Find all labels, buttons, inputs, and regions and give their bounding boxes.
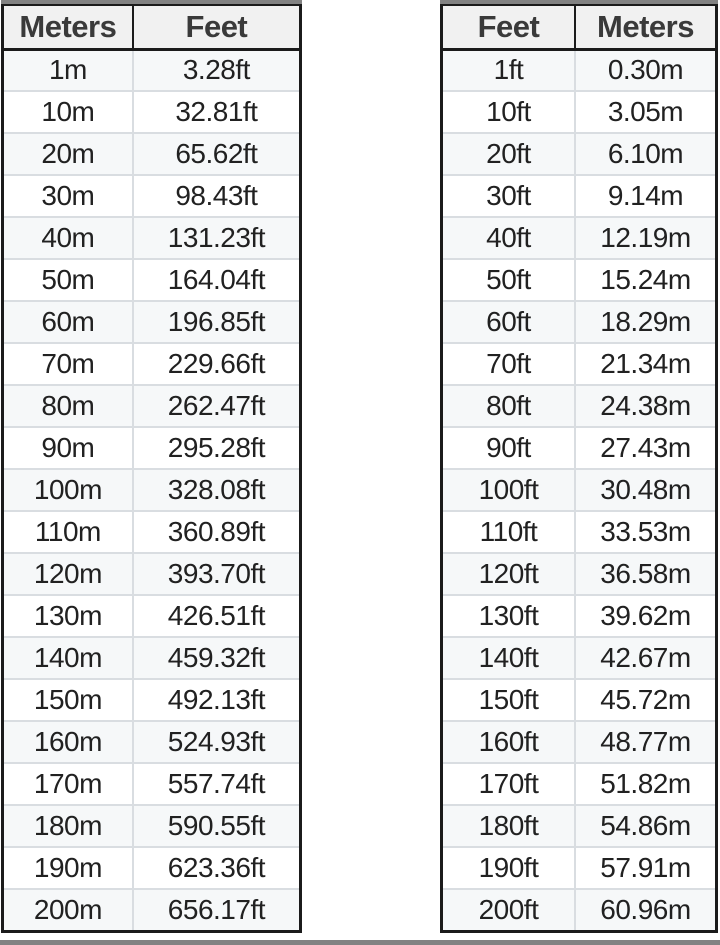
table-row [3,343,301,385]
meters-value-cell: 12.19m [575,217,717,259]
table-row [3,637,301,679]
table-row [442,385,717,427]
feet-value-cell: 229.66ft [133,343,301,385]
meters-value-cell: 30m [3,175,133,217]
feet-value-cell: 328.08ft [133,469,301,511]
feet-value-cell: 98.43ft [133,175,301,217]
feet-value-cell: 50ft [442,259,575,301]
meters-value-cell: 70m [3,343,133,385]
feet-value-cell: 524.93ft [133,721,301,763]
table-row [442,721,717,763]
feet-value-cell: 590.55ft [133,805,301,847]
meters-value-cell: 39.62m [575,595,717,637]
column-header-meters: Meters [575,5,717,49]
meters-value-cell: 18.29m [575,301,717,343]
feet-value-cell: 557.74ft [133,763,301,805]
meters-value-cell: 9.14m [575,175,717,217]
meters-value-cell: 42.67m [575,637,717,679]
table-row [3,301,301,343]
table-row [3,553,301,595]
table-row [442,175,717,217]
meters-value-cell: 200m [3,889,133,931]
meters-value-cell: 51.82m [575,763,717,805]
meters-value-cell: 110m [3,511,133,553]
table-row [442,91,717,133]
table-row [442,889,717,931]
table-row [3,805,301,847]
feet-value-cell: 295.28ft [133,427,301,469]
feet-value-cell: 110ft [442,511,575,553]
meters-value-cell: 80m [3,385,133,427]
feet-value-cell: 190ft [442,847,575,889]
feet-value-cell: 130ft [442,595,575,637]
feet-value-cell: 150ft [442,679,575,721]
feet-value-cell: 656.17ft [133,889,301,931]
table-row [3,469,301,511]
feet-value-cell: 32.81ft [133,91,301,133]
table-row [3,259,301,301]
meters-value-cell: 60m [3,301,133,343]
table-row [3,595,301,637]
meters-value-cell: 57.91m [575,847,717,889]
table-row [3,679,301,721]
meters-value-cell: 6.10m [575,133,717,175]
feet-value-cell: 623.36ft [133,847,301,889]
meters-value-cell: 27.43m [575,427,717,469]
table-row [3,49,301,91]
meters-value-cell: 50m [3,259,133,301]
column-header-meters: Meters [3,5,133,49]
meters-value-cell: 150m [3,679,133,721]
feet-value-cell: 262.47ft [133,385,301,427]
meters-value-cell: 190m [3,847,133,889]
table-row [3,511,301,553]
meters-value-cell: 120m [3,553,133,595]
meters-value-cell: 3.05m [575,91,717,133]
feet-value-cell: 196.85ft [133,301,301,343]
feet-to-meters-table [440,4,718,933]
table-row [442,259,717,301]
feet-value-cell: 90ft [442,427,575,469]
table-row [442,763,717,805]
table-row [442,511,717,553]
feet-value-cell: 459.32ft [133,637,301,679]
feet-value-cell: 180ft [442,805,575,847]
feet-value-cell: 70ft [442,343,575,385]
table-row [442,595,717,637]
meters-value-cell: 0.30m [575,49,717,91]
meters-value-cell: 130m [3,595,133,637]
table-row [3,175,301,217]
feet-value-cell: 140ft [442,637,575,679]
meters-value-cell: 40m [3,217,133,259]
feet-value-cell: 65.62ft [133,133,301,175]
table-row [442,469,717,511]
table-row [3,217,301,259]
column-header-feet: Feet [442,5,575,49]
table-row [3,133,301,175]
meters-to-feet-body [3,49,301,931]
meters-value-cell: 30.48m [575,469,717,511]
meters-value-cell: 21.34m [575,343,717,385]
feet-value-cell: 360.89ft [133,511,301,553]
feet-value-cell: 426.51ft [133,595,301,637]
meters-to-feet-table [1,4,302,933]
meters-value-cell: 15.24m [575,259,717,301]
feet-value-cell: 131.23ft [133,217,301,259]
feet-to-meters-body [442,49,717,931]
feet-value-cell: 20ft [442,133,575,175]
header-row [3,5,301,49]
table-row [442,49,717,91]
meters-value-cell: 54.86m [575,805,717,847]
meters-value-cell: 45.72m [575,679,717,721]
header-row [442,5,717,49]
meters-value-cell: 60.96m [575,889,717,931]
feet-value-cell: 164.04ft [133,259,301,301]
feet-value-cell: 30ft [442,175,575,217]
meters-value-cell: 48.77m [575,721,717,763]
feet-value-cell: 120ft [442,553,575,595]
table-row [442,301,717,343]
table-row [442,847,717,889]
table-row [442,553,717,595]
meters-value-cell: 10m [3,91,133,133]
table-row [3,427,301,469]
meters-value-cell: 24.38m [575,385,717,427]
feet-value-cell: 3.28ft [133,49,301,91]
feet-value-cell: 40ft [442,217,575,259]
table-row [442,637,717,679]
meters-value-cell: 1m [3,49,133,91]
table-row [442,343,717,385]
table-row [442,805,717,847]
meters-value-cell: 20m [3,133,133,175]
feet-value-cell: 1ft [442,49,575,91]
column-header-feet: Feet [133,5,301,49]
meters-value-cell: 160m [3,721,133,763]
table-row [442,133,717,175]
table-row [3,385,301,427]
feet-value-cell: 492.13ft [133,679,301,721]
meters-value-cell: 180m [3,805,133,847]
feet-value-cell: 100ft [442,469,575,511]
page-bottom-edge [0,940,720,945]
meters-value-cell: 36.58m [575,553,717,595]
table-row [3,91,301,133]
feet-value-cell: 393.70ft [133,553,301,595]
meters-value-cell: 33.53m [575,511,717,553]
feet-to-meters-table-wrap [440,0,718,933]
feet-value-cell: 80ft [442,385,575,427]
meters-value-cell: 170m [3,763,133,805]
table-row [3,721,301,763]
feet-value-cell: 200ft [442,889,575,931]
table-row [442,217,717,259]
feet-value-cell: 60ft [442,301,575,343]
table-row [442,427,717,469]
table-row [3,847,301,889]
table-row [3,889,301,931]
feet-value-cell: 10ft [442,91,575,133]
meters-value-cell: 100m [3,469,133,511]
feet-value-cell: 170ft [442,763,575,805]
table-row [442,679,717,721]
meters-value-cell: 90m [3,427,133,469]
meters-to-feet-table-wrap [1,0,302,933]
meters-value-cell: 140m [3,637,133,679]
feet-value-cell: 160ft [442,721,575,763]
table-row [3,763,301,805]
